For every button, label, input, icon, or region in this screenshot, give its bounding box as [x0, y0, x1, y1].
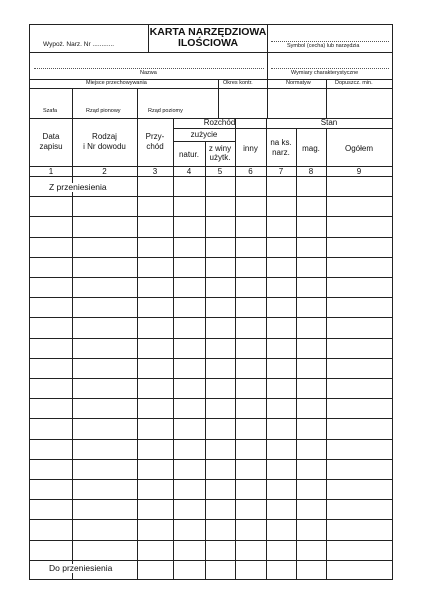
form-title-line2: ILOŚCIOWA	[177, 37, 239, 49]
miejsce-label: Miejsce przechowywania	[86, 80, 147, 86]
stan-underline	[266, 128, 392, 129]
col-header-przychod: Przy- chód	[145, 132, 165, 151]
table-row	[30, 418, 392, 419]
table-row	[30, 439, 392, 440]
rozchod-underline	[173, 128, 266, 129]
col-number-9: 9	[356, 167, 362, 176]
wymiary-divider	[267, 52, 268, 79]
table-row	[30, 560, 392, 561]
storage-div-4	[267, 79, 268, 118]
carry-in-label: Z przeniesienia	[49, 182, 107, 192]
col-number-5: 5	[217, 167, 223, 176]
table-row	[30, 358, 392, 359]
col-number-4: 4	[186, 167, 192, 176]
table-row	[30, 398, 392, 399]
wypoz-label: Wypoż. Narz. Nr ............	[43, 41, 115, 48]
table-row	[30, 499, 392, 500]
table-row	[30, 540, 392, 541]
col-header-na-ks: na ks. narz.	[270, 138, 292, 157]
col-number-8: 8	[308, 167, 314, 176]
col-header-ogolem: Ogółem	[344, 144, 373, 153]
header-line-3	[30, 88, 392, 89]
table-row	[30, 216, 392, 217]
table-row	[30, 297, 392, 298]
table-row	[30, 237, 392, 238]
rzad-poziomy-label: Rząd poziomy	[148, 108, 183, 114]
col-header-rozchod: Rozchód	[203, 118, 236, 127]
col-number-1: 1	[48, 167, 54, 176]
header-line-1	[30, 52, 392, 53]
col-number-7: 7	[278, 167, 284, 176]
wymiary-label: Wymiary charakterystyczne	[291, 70, 359, 76]
col-header-data: Data zapisu	[39, 132, 63, 151]
col-header-zuzycie: zużycie	[190, 130, 218, 139]
table-row	[30, 338, 392, 339]
col-div-5	[235, 118, 236, 580]
tool-card-form	[29, 24, 393, 580]
col-number-6: 6	[248, 167, 253, 176]
table-row	[30, 519, 392, 520]
table-row	[30, 277, 392, 278]
rzad-pionowy-label: Rząd pionowy	[86, 108, 121, 114]
col-div-6	[266, 118, 267, 580]
table-row	[30, 317, 392, 318]
col-header-stan: Stan	[320, 118, 338, 127]
col-header-natur: natur.	[178, 150, 199, 159]
nazwa-dotted-line	[34, 68, 264, 69]
zuzycie-underline	[173, 141, 235, 142]
col-header-mag: mag.	[302, 144, 320, 153]
col-header-inny: inny	[243, 144, 258, 153]
storage-div-1	[72, 88, 73, 118]
okres-label: Okres kontr.	[223, 80, 253, 86]
storage-div-5	[326, 79, 327, 118]
table-row	[30, 378, 392, 379]
szafa-label: Szafa	[43, 108, 58, 114]
form-title-line1: KARTA NARZĘDZIOWA	[149, 26, 267, 38]
col-number-2: 2	[102, 167, 107, 176]
carry-out-label: Do przeniesienia	[49, 563, 113, 573]
header-bottom-line	[30, 166, 392, 167]
symbol-dotted-line	[271, 41, 389, 42]
number-row-bottom-line	[30, 176, 392, 177]
col-div-2	[137, 118, 138, 580]
table-row	[30, 196, 392, 197]
col-div-3	[173, 118, 174, 580]
col-header-z-winy: z winy użytk.	[208, 144, 232, 162]
col-number-3: 3	[152, 167, 158, 176]
storage-div-2	[137, 88, 138, 118]
table-row	[30, 257, 392, 258]
col-header-rodzaj: Rodzaj i Nr dowodu	[83, 132, 126, 151]
dopuszcz-label: Dopuszcz. min.	[335, 80, 373, 86]
wymiary-dotted-line	[271, 68, 389, 69]
nazwa-label: Nazwa	[140, 70, 157, 76]
normatyw-label: Normatyw	[286, 80, 311, 86]
symbol-label: Symbol (cecha) lub narzędzia	[287, 43, 360, 49]
table-row	[30, 479, 392, 480]
table-row	[30, 459, 392, 460]
storage-div-3	[218, 79, 219, 118]
